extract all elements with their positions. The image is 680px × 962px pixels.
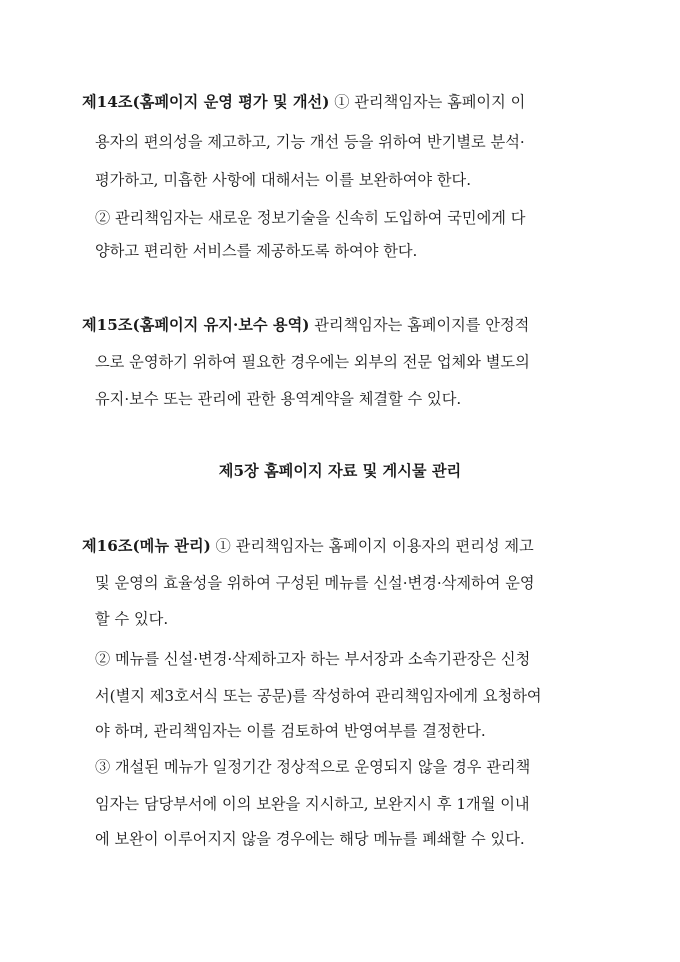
article-14-line-3: 평가하고, 미흡한 사항에 대해서는 이를 보완하여야 한다. [95, 171, 472, 189]
article-16-line-5: 서(별지 제3호서식 또는 공문)를 작성하여 관리책임자에게 요청하여 [95, 687, 542, 705]
article-16-line-6: 야 하며, 관리책임자는 이를 검토하여 반영여부를 결정한다. [95, 722, 486, 740]
article-16-title: 제16조(메뉴 관리) [82, 537, 211, 555]
article-14-line-4: ② 관리책임자는 새로운 정보기술을 신속히 도입하여 국민에게 다 [95, 209, 526, 227]
article-16-line-8: 임자는 담당부서에 이의 보완을 지시하고, 보완지시 후 1개월 이내 [95, 795, 530, 813]
article-16-line-2: 및 운영의 효율성을 위하여 구성된 메뉴를 신설·변경·삭제하여 운영 [95, 574, 535, 592]
article-16-line-1 [82, 536, 534, 556]
article-14-line-5: 양하고 편리한 서비스를 제공하도록 하여야 한다. [95, 242, 418, 260]
article-14-text: ① 관리책임자는 홈페이지 이 [334, 93, 526, 111]
article-16-line-4: ② 메뉴를 신설·변경·삭제하고자 하는 부서장과 소속기관장은 신청 [95, 650, 531, 668]
article-14-line-1 [82, 92, 525, 112]
article-14-line-2: 용자의 편의성을 제고하고, 기능 개선 등을 위하여 반기별로 분석· [95, 133, 525, 151]
article-15-line-1 [82, 315, 529, 335]
article-16-line-3: 할 수 있다. [95, 610, 169, 628]
article-15-line-3: 유지·보수 또는 관리에 관한 용역계약을 체결할 수 있다. [95, 390, 462, 408]
article-16-line-7: ③ 개설된 메뉴가 일정기간 정상적으로 운영되지 않을 경우 관리책 [95, 758, 531, 776]
article-15-text: 관리책임자는 홈페이지를 안정적 [314, 316, 530, 334]
article-15-line-2: 으로 운영하기 위하여 필요한 경우에는 외부의 전문 업체와 별도의 [95, 353, 530, 371]
article-16-line-9: 에 보완이 이루어지지 않을 경우에는 해당 메뉴를 폐쇄할 수 있다. [95, 830, 525, 848]
article-14-title: 제14조(홈페이지 운영 평가 및 개선) [82, 93, 330, 111]
article-16-text: ① 관리책임자는 홈페이지 이용자의 편리성 제고 [215, 537, 534, 555]
chapter-heading: 제5장 홈페이지 자료 및 게시물 관리 [218, 462, 462, 480]
article-15-title: 제15조(홈페이지 유지·보수 용역) [82, 316, 310, 334]
